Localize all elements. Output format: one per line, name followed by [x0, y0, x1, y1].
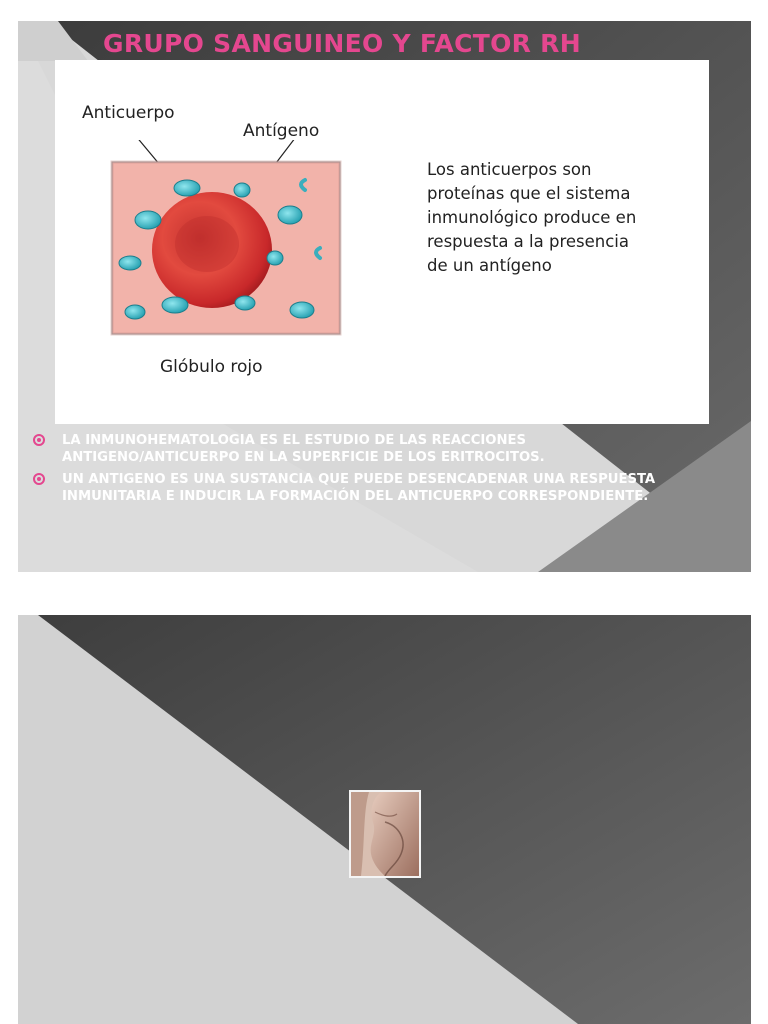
antibody-antigen-figure: [55, 60, 709, 424]
pregnant-silhouette-icon: [351, 792, 419, 876]
bullet-text: UN ANTIGENO ES UNA SUSTANCIA QUE PUEDE DESENCADENAR UNA RESPUESTA INMUNITARIA E INDUCIR LA FORMACIÓN DEL ANTICUERPO CORRESPONDIENTE.: [62, 472, 656, 504]
pregnant-woman-photo: [349, 790, 421, 878]
figure-description: Los anticuerpos son proteínas que el sistema inmunológico produce en respuesta a la presencia de un antígeno: [427, 160, 637, 275]
slide-2: [18, 615, 751, 1024]
circle-bullet-icon: [33, 434, 45, 446]
bullet-list: [30, 432, 680, 510]
bullet-item: [30, 432, 680, 466]
slide-title: GRUPO SANGUINEO Y FACTOR RH: [103, 29, 581, 58]
red-blood-cell-illustration: [95, 140, 355, 340]
antibody-label: Anticuerpo: [82, 103, 175, 123]
bullet-item: [30, 471, 680, 505]
antigen-label: Antígeno: [243, 121, 320, 141]
circle-bullet-icon: [33, 473, 45, 485]
bullet-text: LA INMUNOHEMATOLOGIA ES EL ESTUDIO DE LAS REACCIONES ANTIGENO/ANTICUERPO EN LA SUPERFICIE DE LOS ERITROCITOS.: [62, 433, 545, 465]
slide-1: [18, 21, 751, 572]
red-cell-label: Glóbulo rojo: [160, 357, 263, 377]
